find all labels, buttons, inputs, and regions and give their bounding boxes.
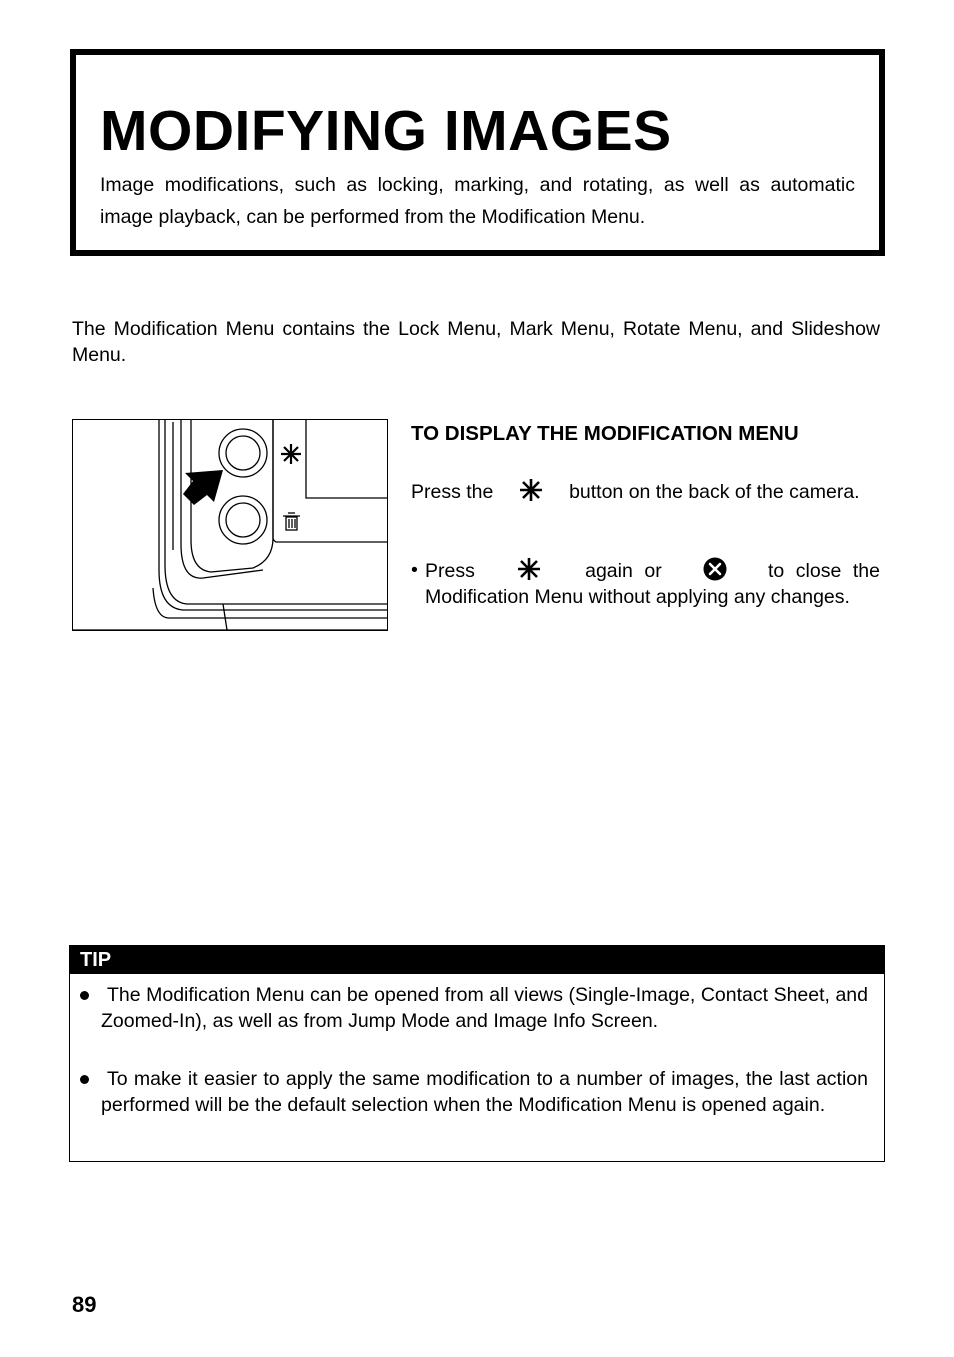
camera-back-drawing (73, 420, 387, 630)
tip-label: TIP (70, 946, 884, 974)
intro-paragraph: The Modification Menu contains the Lock Menu, Mark Menu, Rotate Menu, and Slideshow Menu. (72, 318, 880, 366)
arrow-pointer-icon (183, 470, 223, 505)
close-x-icon (703, 557, 727, 581)
tip-item (80, 1066, 868, 1118)
title-description: Image modifications, such as locking, marking, and rotating, as well as automatic image playback, can be performed from the Modification Menu. (100, 174, 855, 228)
page-title: MODIFYING IMAGES (100, 99, 672, 163)
camera-back-illustration (72, 419, 388, 631)
bullet-text (425, 557, 880, 610)
bullet-text-part1: Press (425, 560, 475, 582)
step-text-part2: button on the back of the camera. (569, 481, 860, 503)
tip-text: The Modification Menu can be opened from all views (Single-Image, Contact Sheet, and Zoomed-In), as well as from Jump Mode and Image Info Screen. (101, 984, 868, 1032)
page-number: 89 (72, 1292, 97, 1317)
step-instruction (411, 478, 880, 505)
trash-icon (283, 513, 300, 530)
asterisk-menu-icon (516, 557, 542, 581)
tip-item (80, 982, 868, 1034)
bullet-text-part2: again or (585, 560, 662, 582)
section-heading: TO DISPLAY THE MODIFICATION MENU (411, 422, 799, 445)
bullet-dot: • (411, 559, 418, 581)
asterisk-label-icon (281, 444, 301, 464)
step-text-part1: Press the (411, 481, 494, 503)
title-box (70, 49, 885, 256)
asterisk-menu-icon (518, 478, 544, 502)
bullet-dot (80, 991, 89, 1000)
bullet-dot (80, 1075, 89, 1084)
bullet-text-part3: to close the Modification Menu without applying any changes. (425, 560, 880, 608)
tip-text: To make it easier to apply the same modification to a number of images, the last action performed will be the default selection when the Modification Menu is opened again. (101, 1068, 868, 1116)
tip-box (69, 945, 885, 1162)
